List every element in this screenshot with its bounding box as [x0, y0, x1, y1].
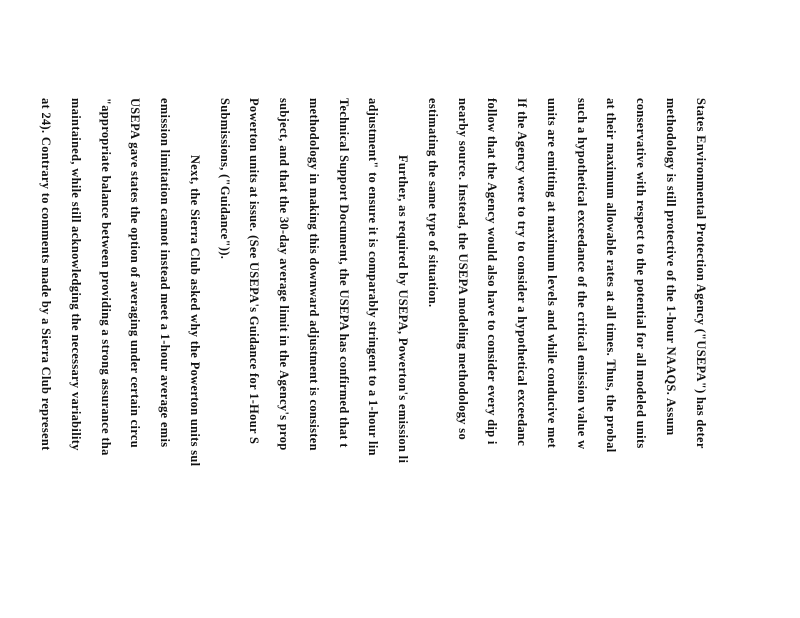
line-text: units are emitting at maximum levels and while conducive met: [545, 98, 559, 449]
text-line: [485, 0, 499, 618]
text-line: [99, 0, 113, 618]
text-line: [39, 0, 53, 618]
text-line: [307, 0, 321, 618]
text-line: [634, 0, 648, 618]
text-line: [604, 0, 618, 618]
line-text: such a hypothetical exceedance of the critical emission value w: [575, 98, 589, 450]
line-text: States Environmental Protection Agency ("USEPA") has deter: [694, 98, 708, 449]
text-line: [694, 0, 708, 618]
text-line: [247, 0, 261, 618]
line-text: Technical Support Document, the USEPA has confirmed that t: [337, 98, 351, 448]
line-text: If the Agency were to try to consider a hypothetical exceedanc: [515, 98, 529, 447]
line-text: USEPA gave states the option of averaging under certain circu: [128, 98, 142, 449]
line-text: Submissions, ("Guidance")).: [218, 98, 232, 260]
line-text: at 24). Contrary to comments made by a Sierra Club represent: [39, 98, 53, 451]
line-text: maintained, while still acknowledging the necessary variability: [69, 98, 83, 451]
line-text: at their maximum allowable rates at all times. Thus, the probal: [604, 98, 618, 453]
line-text: adjustment" to ensure it is comparably stringent to a 1-hour lin: [366, 98, 380, 456]
line-text: "appropriate balance between providing a strong assurance tha: [99, 98, 113, 456]
line-text: estimating the same type of situation.: [426, 98, 440, 308]
text-line: [426, 0, 440, 618]
line-text: Powerton units at issue. (See USEPA's Guidance for 1-Hour S: [247, 98, 261, 445]
text-line: [664, 0, 678, 618]
text-line: [158, 0, 172, 618]
text-line: [545, 0, 559, 618]
line-text: methodology is still protective of the 1-hour NAAQS. Assum: [664, 98, 678, 436]
line-text: methodology in making this downward adjustment is consisten: [307, 98, 321, 451]
text-line: [515, 0, 529, 618]
text-line: [396, 0, 410, 618]
text-line: [128, 0, 142, 618]
text-line: [575, 0, 589, 618]
line-text: Further, as required by USEPA, Powerton's emission li: [396, 155, 410, 464]
line-text: Next, the Sierra Club asked why the Powerton units sul: [188, 155, 202, 467]
text-line: [456, 0, 470, 618]
line-text: subject, and that the 30-day average limit in the Agency's prop: [277, 98, 291, 451]
line-text: follow that the Agency would also have to consider every dip i: [485, 98, 499, 445]
text-line: [277, 0, 291, 618]
text-line: [69, 0, 83, 618]
text-line: [218, 0, 232, 618]
text-line: [366, 0, 380, 618]
line-text: nearby source. Instead, the USEPA modeling methodology so: [456, 98, 470, 441]
line-text: emission limitation cannot instead meet a 1-hour average emis: [158, 98, 172, 448]
text-line: [337, 0, 351, 618]
line-text: conservative with respect to the potential for all modeled units: [634, 98, 648, 449]
text-line: [188, 0, 202, 618]
